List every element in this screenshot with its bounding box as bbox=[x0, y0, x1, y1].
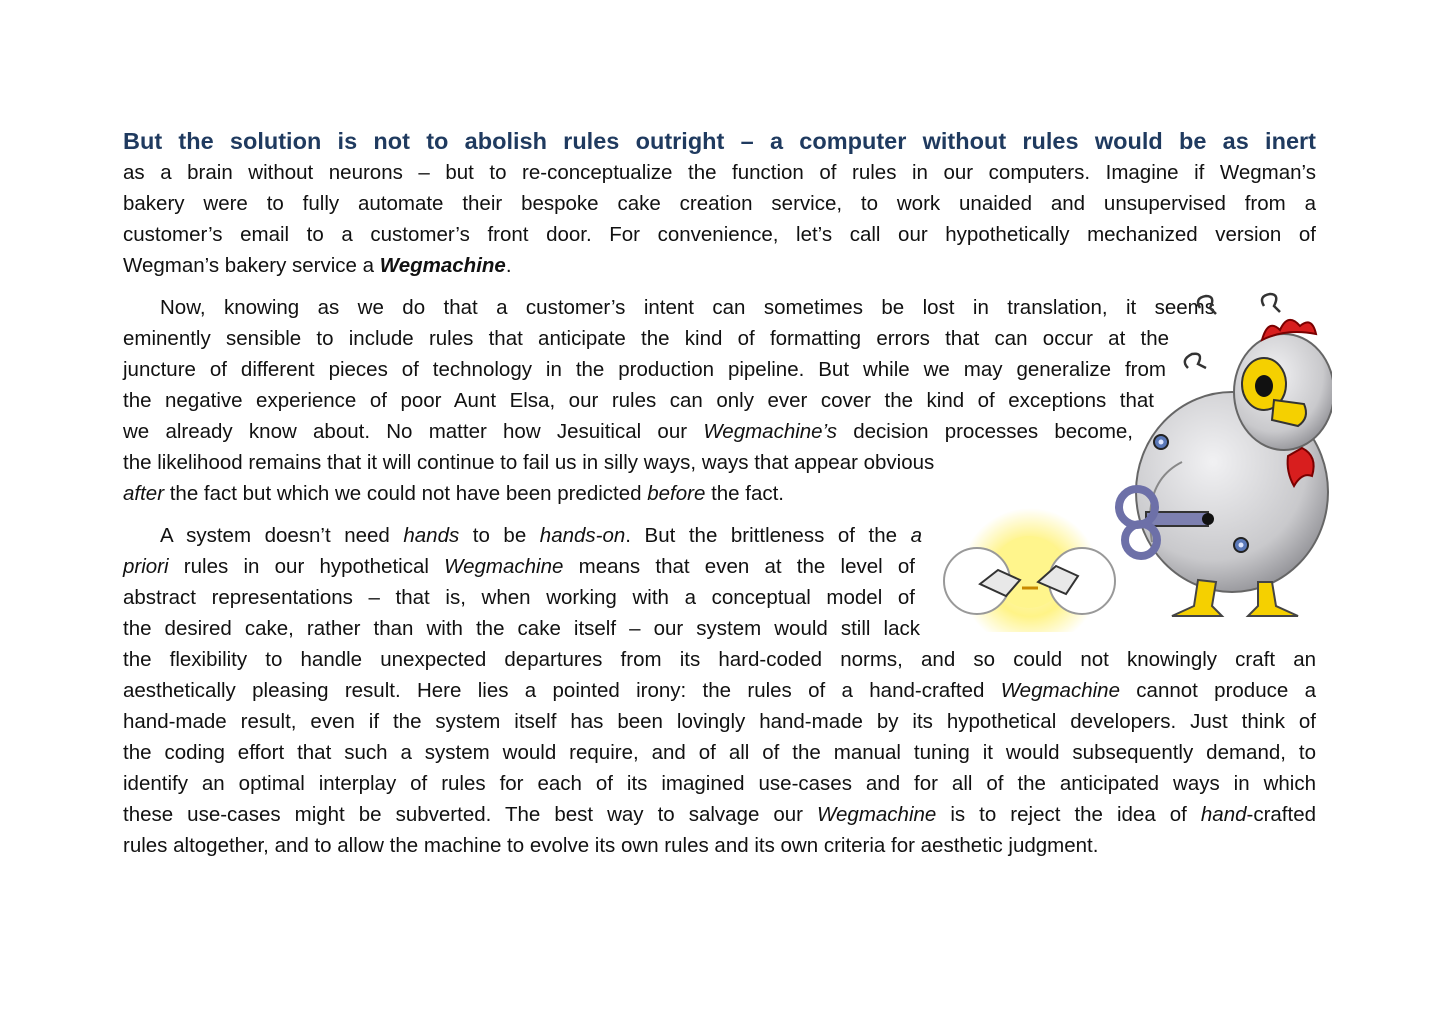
paragraph-3-line: the flexibility to handle unexpected departures from its hard-coded norms, and so could not knowingly craft an bbox=[123, 648, 1316, 671]
paragraph-3-line: aesthetically pleasing result. Here lies a pointed irony: the rules of a hand-crafted Wegmachine cannot produce a bbox=[123, 679, 1316, 702]
paragraph-3-line: the desired cake, rather than with the cake itself – our system would still lack bbox=[123, 617, 920, 640]
paragraph-3-line: abstract representations – that is, when working with a conceptual model of bbox=[123, 586, 915, 609]
paragraph-2-line: the negative experience of poor Aunt Elsa, our rules can only ever cover the kind of exceptions that bbox=[123, 389, 1154, 412]
paragraph-3-line: identify an optimal interplay of rules for each of its imagined use-cases and for all of the anticipated ways in which bbox=[123, 772, 1316, 795]
paragraph-2-line: we already know about. No matter how Jesuitical our Wegmachine’s decision processes become, bbox=[123, 420, 1134, 443]
paragraph-1-last-line: Wegman’s bakery service a Wegmachine. bbox=[123, 254, 512, 277]
paragraph-1-line: bakery were to fully automate their bespoke cake creation service, to work unaided and unsupervised from a bbox=[123, 192, 1316, 215]
emphasis-wegmachines: Wegmachine’s bbox=[703, 420, 838, 443]
paragraph-2-line: Now, knowing as we do that a customer’s intent can sometimes be lost in translation, it seems bbox=[160, 296, 1215, 319]
paragraph-3-line: these use-cases might be subverted. The best way to salvage our Wegmachine is to reject the idea of hand-crafted bbox=[123, 803, 1316, 826]
paragraph-3-last-line: rules altogether, and to allow the machine to evolve its own rules and its own criteria for aesthetic judgment. bbox=[123, 834, 1099, 857]
lightbulb-icon bbox=[944, 508, 1115, 632]
paragraph-1-line: as a brain without neurons – but to re-conceptualize the function of rules in our computers. Imagine if Wegman’s bbox=[123, 161, 1316, 184]
emphasis-wegmachine: Wegmachine bbox=[379, 254, 506, 277]
paragraph-2-line: the likelihood remains that it will continue to fail us in silly ways, ways that appear obvious bbox=[123, 451, 935, 474]
paragraph-3-line: hand-made result, even if the system itself has been lovingly hand-made by its hypothetical developers. Just think of bbox=[123, 710, 1316, 733]
lead-sentence: But the solution is not to abolish rules outright – a computer without rules would be as inert bbox=[123, 128, 1316, 154]
paragraph-1-line: customer’s email to a customer’s front door. For convenience, let’s call our hypothetically mechanized version of bbox=[123, 223, 1316, 246]
paragraph-3-line: A system doesn’t need hands to be hands-on. But the brittleness of the a bbox=[160, 524, 922, 547]
robot-chicken-illustration bbox=[932, 282, 1332, 632]
paragraph-2-last-line: after the fact but which we could not have been predicted before the fact. bbox=[123, 482, 785, 505]
paragraph-2-line: juncture of different pieces of technology in the production pipeline. But while we may generalize from bbox=[123, 358, 1166, 381]
paragraph-3-line: priori rules in our hypothetical Wegmachine means that even at the level of bbox=[123, 555, 915, 578]
paragraph-3-line: the coding effort that such a system would require, and of all of the manual tuning it would subsequently demand, to bbox=[123, 741, 1316, 764]
paragraph-2-line: eminently sensible to include rules that anticipate the kind of formatting errors that can occur at the bbox=[123, 327, 1169, 350]
